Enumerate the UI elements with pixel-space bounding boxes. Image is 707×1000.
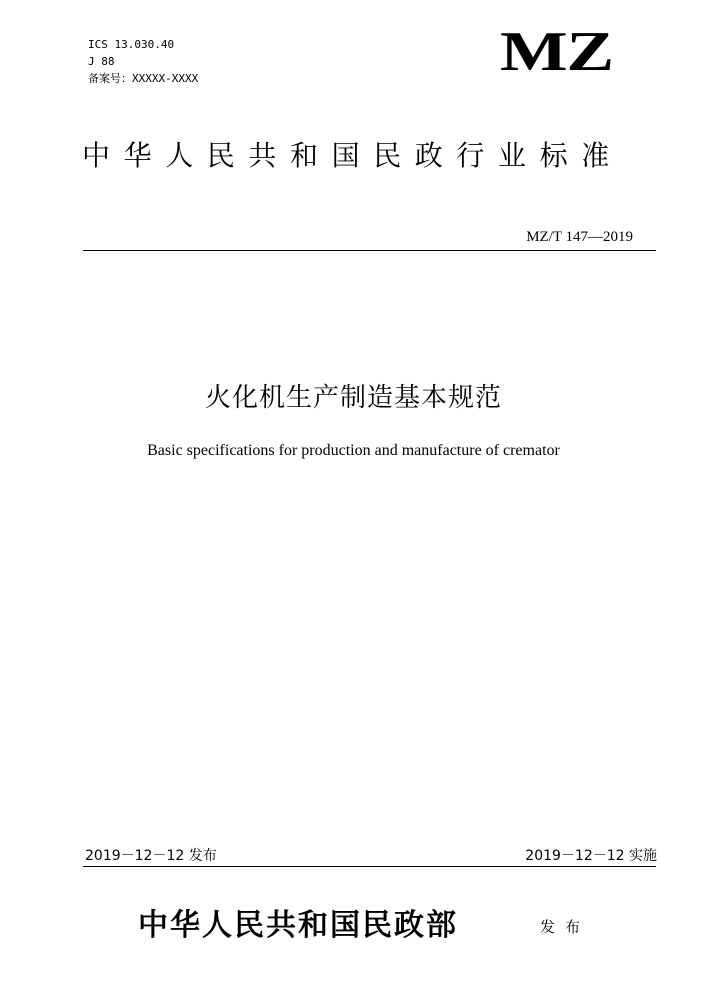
document-title-english: Basic specifications for production and manufacture of cremator bbox=[147, 442, 560, 459]
mz-logo: MZ bbox=[500, 21, 613, 83]
standard-number: MZ/T 147—2019 bbox=[526, 229, 633, 245]
top-divider bbox=[83, 250, 656, 251]
document-title-chinese: 火化机生产制造基本规范 bbox=[204, 383, 502, 413]
implementation-date: 2019－12－12 实施 bbox=[525, 848, 657, 864]
issuer-action: 发布 bbox=[540, 918, 591, 936]
standard-type-heading: 中华人民共和国民政行业标准 bbox=[82, 139, 623, 172]
issuing-authority: 中华人民共和国民政部 bbox=[138, 908, 458, 943]
filing-number: 备案号：XXXXX-XXXX bbox=[88, 72, 199, 85]
issue-date: 2019－12－12 发布 bbox=[85, 848, 217, 864]
bottom-divider bbox=[83, 866, 656, 867]
ics-code: ICS 13.030.40 bbox=[88, 38, 175, 51]
ccs-code: J 88 bbox=[88, 55, 115, 68]
